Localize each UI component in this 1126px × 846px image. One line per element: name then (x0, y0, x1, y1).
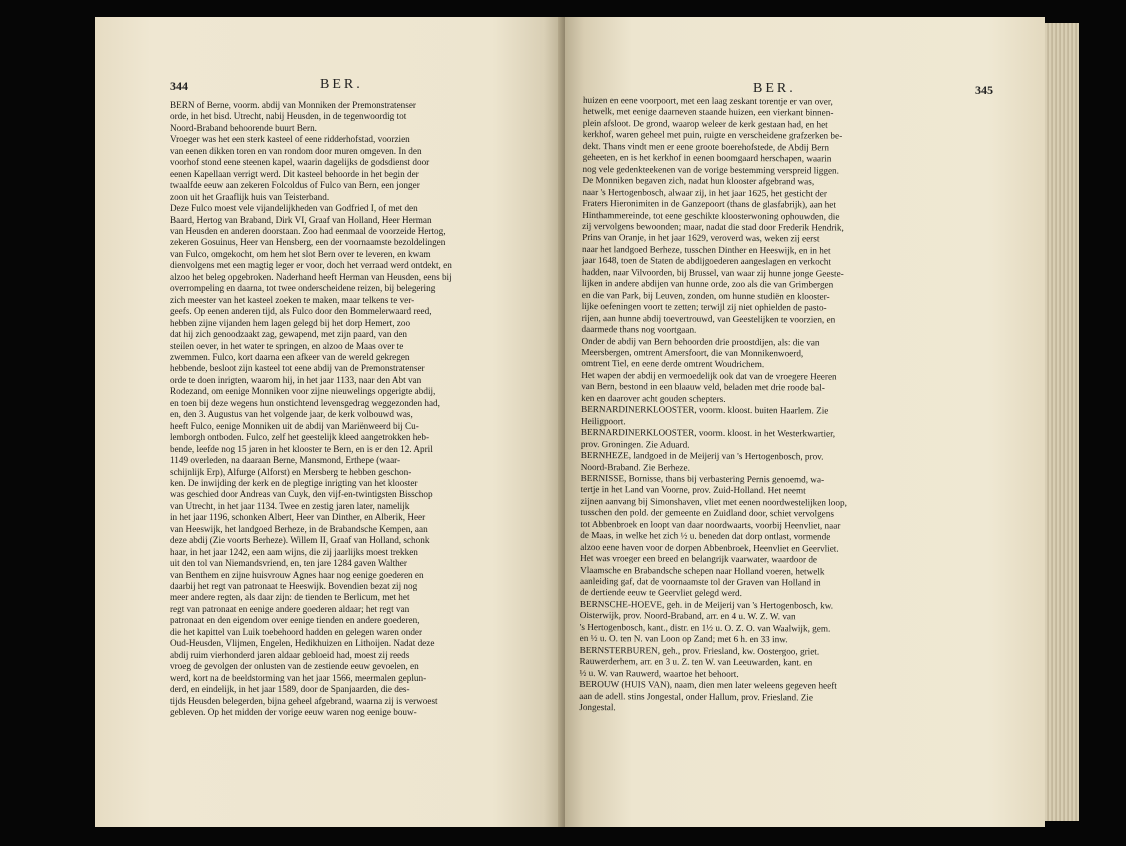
text-line: huizen en eene voorpoort, met een laag zeskant torentje er van over, (582, 95, 833, 107)
text-line: meer andere regten, als daar zijn: de tienden te Berlicum, met het (170, 592, 410, 603)
text-line: omtrent Tiel, en eene derde omtrent Woudrichem. (581, 358, 765, 370)
right-page (565, 17, 1045, 827)
text-line: tot Abbenbroek en loopt van daar noordwaarts, voorbij Heenvliet, naar (580, 518, 841, 531)
text-line: prov. Groningen. Zie Aduard. (580, 438, 690, 450)
text-line: vroeg de gevolgen der onlusten van de zestiende eeuw gevoelen, en (170, 661, 419, 672)
text-line: van Heeswijk, het landgoed Berheze, in de Brabandsche Kempen, aan (170, 523, 428, 534)
text-line: aan de adell. stins Jongestal, onder Hallum, prov. Friesland. Zie (579, 690, 813, 702)
text-line: lemborgh ontboden. Fulco, zelf het geestelijk kleed aangetrokken heb- (170, 432, 430, 443)
text-line: gebleven. Op het midden der vorige eeuw waren nog eenige bouw- (170, 707, 417, 718)
text-line: en ½ u. O. ten N. van Loon op Zand; met 6 h. en 33 inw. (579, 633, 788, 645)
text-line: van Utrecht, in het jaar 1134. Twee en zestig jaren later, namelijk (170, 500, 410, 511)
text-line: derd, en eindelijk, in het jaar 1589, door de Spanjaarden, die des- (170, 684, 410, 695)
text-line: geefs. Op eenen anderen tijd, als Fulco door den Bommelerwaard reed, (170, 306, 432, 317)
text-line: lijke oefeningen voort te zetten; terwijl zij niet ophielden de pasto- (581, 301, 827, 313)
text-line: BERNISSE, Bornisse, thans bij verbastering Pernis genoemd, wa- (580, 472, 825, 485)
left-column-text (170, 100, 542, 718)
text-line: orde, in het bisd. Utrecht, nabij Heusden, in de tegenwoordig tot (170, 111, 407, 122)
text-line: alzoo eene haven voor de dorpen Abbenbroek, Heenvliet en Geervliet. (580, 541, 839, 554)
text-line: 1149 overleden, na daaraan Berne, Mansmond, Erthepe (waar- (170, 455, 401, 466)
text-line: Baard, Hertog van Braband, Dirk VI, Graaf van Holland, Heer Herman (170, 214, 432, 225)
text-line: werd, kort na de beeldstorming van het jaar 1566, meermalen geplun- (170, 672, 427, 683)
running-head: BER. (320, 77, 363, 92)
text-line: tijds Heusden belegerden, bijna geheel afgebrand, waarna zij is verwoest (170, 695, 438, 706)
text-line: tertje in het Land van Voorne, prov. Zuid-Holland. Het neemt (580, 484, 806, 496)
text-line: aanleiding gaf, dat de voornaamste tol der Graven van Holland in (580, 576, 821, 588)
text-line: Fraters Hieronimiten in de Ganzepoort (thans de glasfabrijk), aan het (582, 198, 836, 210)
text-line: Noord-Braband. Zie Berheze. (580, 461, 690, 473)
text-line: hebbende, besloot zijn kasteel tot eene abdij van de Premonstratenser (170, 363, 425, 374)
open-book (95, 17, 1080, 827)
text-line: naar 's Hertogenbosch, alwaar zij, in het jaar 1625, het gesticht der (582, 186, 827, 199)
text-line: rijen, aan hunne abdij toevertrouwd, van Geestelijken te voorzien, en (581, 312, 836, 325)
text-line: zoon uit het Graaflijk huis van Teisterband. (170, 191, 330, 202)
text-line: BERNARDINERKLOOSTER, voorm. kloost. buiten Haarlem. Zie (581, 404, 829, 416)
text-line: van Benthem en zijne huisvrouw Agnes haar nog eenige goederen en (170, 569, 424, 580)
running-head: BER. (753, 81, 796, 96)
text-line: Hinthammereinde, tot eene geschikte kloosterwoning ophouwden, die (582, 209, 840, 222)
text-line: plein afsloot. De grond, waarop weleer de kerk gestaan had, en het (582, 117, 828, 130)
text-line: alzoo het beleg opgebroken. Naderhand heeft Herman van Heusden, eens bij (170, 271, 452, 282)
text-line: van Heusden en anderen doorstaan. Zoo had eenmaal de voorzeide Hertog, (170, 225, 446, 236)
text-line: Oisterwijk, prov. Noord-Braband, arr. en 4 u. W. Z. W. van (579, 610, 796, 622)
text-line: jaar 1648, toen de Staten de abdijgoederen aangeslagen en verkocht (581, 255, 832, 267)
text-line: in het jaar 1196, schonken Albert, Heer van Dinther, en Alberik, Heer (170, 512, 426, 523)
text-line: zich meester van het kasteel zoeken te maken, maar telkens te ver- (170, 294, 415, 305)
text-line: en toen bij deze wegens hun onstichtend levensgedrag weggezonden had, (170, 397, 440, 408)
text-line: BERNSTERBUREN, geh., prov. Friesland, kw. Oostergoo, griet. (579, 644, 820, 657)
text-line: kerkhof, waren geheel met puin, ruigte en verscheidene grafzerken be- (582, 129, 843, 141)
text-line: Het was vroeger een breed en belangrijk vaarwater, waardoor de (580, 553, 818, 565)
text-line: ken. De inwijding der kerk en de plegtige inrigting van het klooster (170, 477, 418, 488)
text-line: zijnen aanvang bij Simonshaven, vliet met eenen noordwestelijken loop, (580, 495, 847, 508)
text-line: patronaat en den eigendom over eenige tienden en andere goederen, (170, 615, 420, 626)
text-line: De Monniken begaven zich, nadat hun klooster afgebrand was, (582, 175, 815, 187)
text-line: overrompeling en daarna, tot twee onderscheidene reizen, bij belegering (170, 283, 436, 294)
text-line: voorhof stond eene steenen kapel, waarin dagelijks de godsdienst door (170, 157, 430, 168)
text-line: nog vele gedenkteekenen van de vorige bestemming verspreid liggen. (582, 163, 839, 176)
text-line: orde te doen inrigten, waarom hij, in het jaar 1133, naar den Abt van (170, 374, 422, 385)
text-line: hetwelk, met eenige daarneven staande huizen, een vierkant binnen- (582, 106, 834, 118)
text-line: daarmede thans nog voortgaan. (581, 324, 697, 335)
text-line: Rodezand, om eenige Monniken voor zijne nieuwelings opgerigte abdij, (170, 386, 436, 397)
text-line: eenen Kapellaan verrigt werd. Dit kasteel behoorde in het begin der (170, 168, 419, 179)
text-line: van Bern, bestond in een blaauw veld, beladen met drie roode bal- (581, 381, 825, 393)
text-line: Rauwerderhem, arr. en 3 u. Z. ten W. van Leeuwarden, kant. en (579, 656, 813, 668)
text-line: Het wapen der abdij en vermoedelijk ook dat van de vroegere Heeren (581, 369, 837, 382)
text-line: Onder de abdij van Bern behoorden drie proostdijen, als: die van (581, 335, 820, 347)
text-line: Vroeger was het een sterk kasteel of eene ridderhofstad, voorzien (170, 134, 410, 145)
text-line: deze abdij (Zie voorts Berheze). Willem II, Graaf van Holland, schonk (170, 535, 430, 546)
text-line: twaalfde eeuw aan zekeren Folcoldus of Fulco van Bern, een jonger (170, 180, 420, 191)
text-line: heeft Fulco, eenige Monniken uit de abdij van Mariënweerd bij Cu- (170, 420, 419, 431)
text-line: schijnlijk Erp), Alfurge (Alforst) en Mersberg te hebben geschon- (170, 466, 412, 477)
text-line: abdij ruim vierhonderd jaren aldaar gebloeid had, moest zij reeds (170, 649, 410, 660)
text-line: dekt. Thans vindt men er eene groote boerehofstede, de Abdij Bern (582, 140, 830, 153)
left-page (95, 17, 563, 827)
text-line: naar het landgoed Berheze, tusschen Dinther en Heeswijk, en in het (582, 243, 831, 256)
right-column-text (579, 95, 963, 716)
text-line: hebben zijne vijanden hem lagen gelegd bij het dorp Hemert, zoo (170, 317, 411, 328)
text-line: Noord-Braband behoorende buurt Bern. (170, 122, 317, 133)
text-line: zij vervolgens bewoonden; maar, nadat die stad door Frederik Hendrik, (582, 220, 844, 233)
text-line: Oud-Heusden, Vlijmen, Engelen, Hedikhuizen en Lithoijen. Nadat deze (170, 638, 435, 649)
text-line: dienvolgens met een magtig leger er voor, doch het verraad werd ontdekt, en (170, 260, 452, 271)
text-line: lijken in andere abdijen van hunne orde, zoo als die van Grimbergen (581, 278, 834, 290)
text-line: daarbij het regt van patronaat te Heeswijk. Bovendien bezat zij nog (170, 581, 418, 592)
text-line: van Fulco, omgekocht, om hem het slot Bern over te leveren, en kwam (170, 248, 431, 259)
text-line: Meersbergen, omtrent Amersfoort, die van Monnikenwoerd, (581, 346, 804, 359)
text-line: Heiligpoort. (580, 415, 626, 426)
text-line: dat hij zich genoodzaakt zag, gewapend, met zijn paard, van den (170, 329, 407, 340)
text-line: en die van Park, bij Leuven, zonden, om hunne studiën en klooster- (581, 289, 830, 302)
text-line: BERN of Berne, voorm. abdij van Monniken der Premonstratenser (170, 100, 416, 110)
text-line: BERNSCHE-HOEVE, geh. in de Meijerij van 's Hertogenbosch, kw. (579, 598, 834, 611)
text-line: hadden, naar Vilvoorden, bij Brussel, van waar zij hunne jonge Geeste- (581, 266, 844, 279)
text-line: steilen oever, in het water te springen, en alzoo de Maas over te (170, 340, 404, 351)
text-line: haar, in het jaar 1242, een aam wijns, die zij jaarlijks moest trekken (170, 546, 418, 557)
text-line: BERNHEZE, landgoed in de Meijerij van 's Hertogenbosch, prov. (580, 450, 824, 462)
text-line: zwemmen. Fulco, kort daarna een afkeer van de wereld gekregen (170, 351, 410, 362)
text-line: regt van patronaat en eenige andere goederen aldaar; het regt van (170, 603, 410, 614)
text-line: 's Hertogenbosch, kant., distr. en 1½ u. O. Z. O. van Waalwijk, gem. (579, 621, 831, 634)
text-line: BEROUW (HUIS VAN), naam, dien men later weleens gegeven heeft (579, 679, 837, 691)
text-line: ken en daarover acht gouden schepters. (581, 392, 726, 404)
text-line: Jongestal. (579, 702, 616, 713)
text-line: Deze Fulco moest vele vijandelijkheden van Godfried I, of met den (170, 203, 418, 214)
text-line: uit den tol van Niemandsvriend, en, ten jare 1284 gaven Walther (170, 558, 407, 569)
text-line: ½ u. W. van Rauwerd, waartoe het behoort. (579, 667, 739, 679)
text-line: en, den 3. Augustus van het volgende jaar, de kerk volbouwd was, (170, 409, 413, 420)
page-edges (1045, 23, 1079, 821)
text-line: van eenen dikken toren en van rondom door muren omgeven. In den (170, 145, 422, 156)
text-line: die het kapittel van Luik toebehoord hadden en gelegen waren onder (170, 626, 423, 637)
text-line: de dertiende eeuw te Geervliet gelegd werd. (579, 587, 742, 599)
text-line: bende, leefde nog 15 jaren in het klooster te Bern, en is er den 12. April (170, 443, 433, 454)
text-line: BERNARDINERKLOOSTER, voorm. kloost. in het Westerkwartier, (580, 427, 836, 439)
text-line: zekeren Gosuinus, Heer van Hensberg, een der voornaamste bezoldelingen (170, 237, 446, 248)
text-line: geheeten, en is het kerkhof in eenen boomgaard herschapen, waarin (582, 152, 832, 164)
page-number: 345 (975, 83, 993, 97)
text-line: was geschied door Andreas van Cuyk, den vijf-en-twintigsten Bisschop (170, 489, 433, 500)
text-line: de Maas, in welke het zich ½ u. beneden dat dorp ontlast, vormende (580, 530, 831, 542)
page-number: 344 (170, 79, 188, 93)
text-line: Vlaamsche en Brabandsche schepen naar Holland voeren, hetwelk (580, 564, 825, 577)
text-line: tusschen den pold. der gemeente en Zuidland door, schiet vervolgens (580, 507, 834, 519)
text-line: Prins van Oranje, in het jaar 1629, veroverd was, weken zij eerst (582, 232, 820, 244)
